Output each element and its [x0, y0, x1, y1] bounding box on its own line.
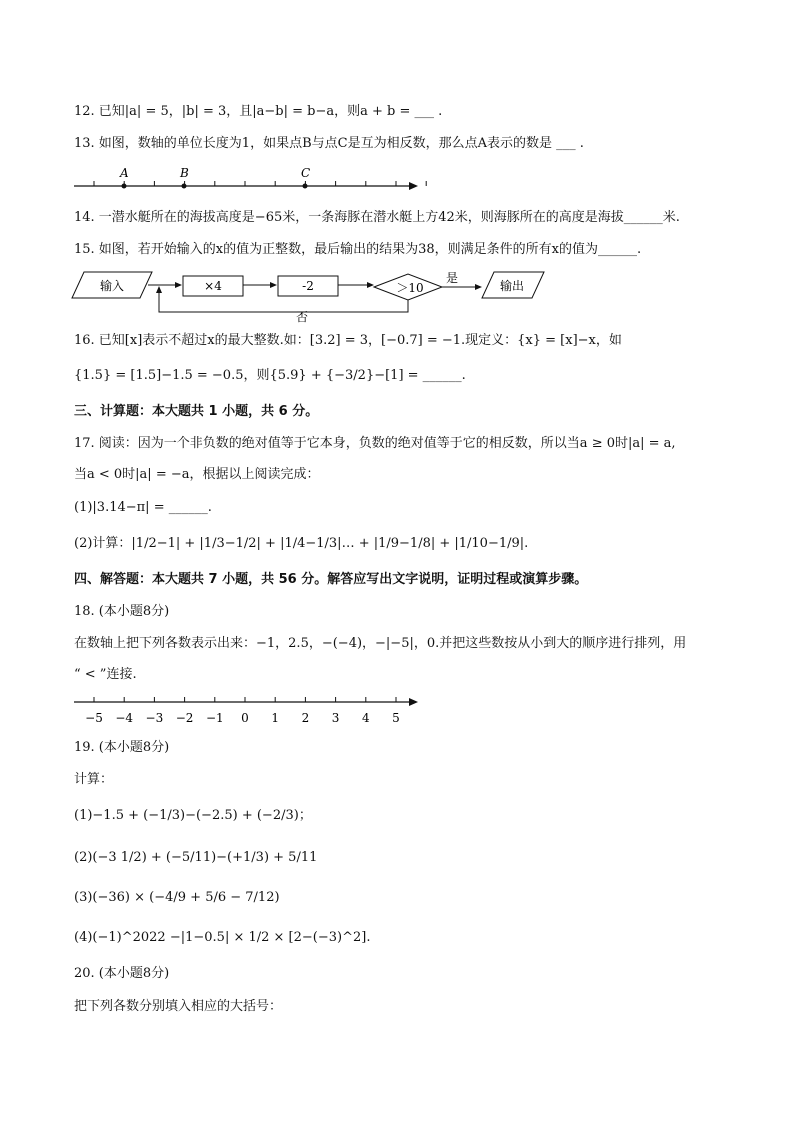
no-label: 否: [296, 310, 309, 324]
q18-number-line: [0, 690, 794, 730]
question-19-part-3: (3)(−36) × (−4/9 + 5/6 − 7/12): [74, 890, 280, 905]
question-16-line-1: 16. 已知[x]表示不超过x的最大整数.如：[3.2] = 3，[−0.7] = −1.现定义：{x} = [x]−x，如: [74, 333, 622, 348]
subtract-label: -2: [302, 279, 314, 293]
label-c: C: [301, 166, 311, 180]
arrow-icon: [475, 284, 482, 290]
arrow-icon: [270, 282, 277, 288]
question-19-part-2: (2)(−3 1/2) + (−5/11)−(+1/3) + 5/11: [74, 850, 318, 865]
point-b: [182, 184, 187, 189]
question-18-line-1: 在数轴上把下列各数表示出来：−1，2.5，−(−4)，−|−5|，0.并把这些数按从小到大的顺序进行排列，用: [74, 636, 687, 651]
label-a: A: [120, 166, 129, 180]
q13-number-line: [0, 160, 794, 200]
question-20-title: 20. (本小题8分): [74, 966, 170, 981]
condition-label: ＞10: [396, 281, 424, 295]
question-12: 12. 已知|a| = 5，|b| = 3，且|a−b| = b−a，则a + b = ___ .: [74, 104, 443, 119]
question-18-title: 18. (本小题8分): [74, 604, 170, 619]
question-19-intro: 计算：: [74, 772, 114, 787]
tick-label: −5: [85, 711, 103, 725]
arrow-icon: [409, 698, 418, 706]
question-17-line-2: 当a < 0时|a| = −a，根据以上阅读完成：: [74, 467, 320, 482]
tick-label: −2: [175, 711, 194, 725]
question-20-intro: 把下列各数分别填入相应的大括号：: [74, 999, 283, 1014]
tick-label: 4: [361, 711, 370, 725]
multiply-label: ×4: [204, 279, 222, 293]
question-19-part-4: (4)(−1)^2022 −|1−0.5| × 1/2 × [2−(−3)^2].: [74, 930, 371, 945]
section-3-heading: 三、计算题：本大题共 1 小题，共 6 分。: [74, 404, 319, 419]
tick-label: 3: [331, 711, 340, 725]
label-b: B: [180, 166, 189, 180]
question-13: 13. 如图，数轴的单位长度为1，如果点B与点C是互为相反数，那么点A表示的数是 ___ .: [74, 136, 584, 151]
yes-label: 是: [446, 271, 459, 285]
section-4-heading: 四、解答题：本大题共 7 小题，共 56 分。解答应写出文字说明，证明过程或演算步骤。: [74, 572, 588, 587]
input-label: 输入: [99, 279, 125, 293]
question-19-title: 19. (本小题8分): [74, 740, 170, 755]
arrow-icon: [156, 286, 162, 293]
tick-label: 2: [301, 711, 310, 725]
tick-label: −1: [205, 711, 224, 725]
point-c: [303, 184, 308, 189]
arrow-icon: [175, 282, 182, 288]
question-19-part-1: (1)−1.5 + (−1/3)−(−2.5) + (−2/3)；: [74, 808, 312, 823]
question-18-line-2: “ < ”连接.: [74, 667, 137, 682]
point-a: [122, 184, 127, 189]
tick-label: 1: [271, 711, 280, 725]
question-17-part-1: (1)|3.14−π| = ______.: [74, 500, 212, 515]
question-15: 15. 如图，若开始输入的x的值为正整数，最后输出的结果为38，则满足条件的所有x的值为______.: [74, 242, 642, 257]
output-label: 输出: [499, 279, 525, 293]
tick-label: −3: [145, 711, 164, 725]
question-14: 14. 一潜水艇所在的海拔高度是−65米，一条海豚在潜水艇上方42米，则海豚所在的高度是海拔______米.: [74, 210, 680, 225]
question-17-line-1: 17. 阅读：因为一个非负数的绝对值等于它本身，负数的绝对值等于它的相反数，所以当a ≥ 0时|a| = a,: [74, 436, 676, 451]
tick-label: 5: [392, 711, 400, 725]
arrow-icon: [409, 182, 418, 190]
question-17-part-2: (2)计算：|1/2−1| + |1/3−1/2| + |1/4−1/3|… + |1/9−1/8| + |1/10−1/9|.: [74, 536, 529, 551]
q15-flowchart: [0, 266, 794, 326]
tick-label: 0: [241, 711, 249, 725]
question-16-line-2: {1.5} = [1.5]−1.5 = −0.5，则{5.9} + {−3/2}−[1] = ______.: [74, 368, 466, 383]
tick-label: −4: [115, 711, 134, 725]
